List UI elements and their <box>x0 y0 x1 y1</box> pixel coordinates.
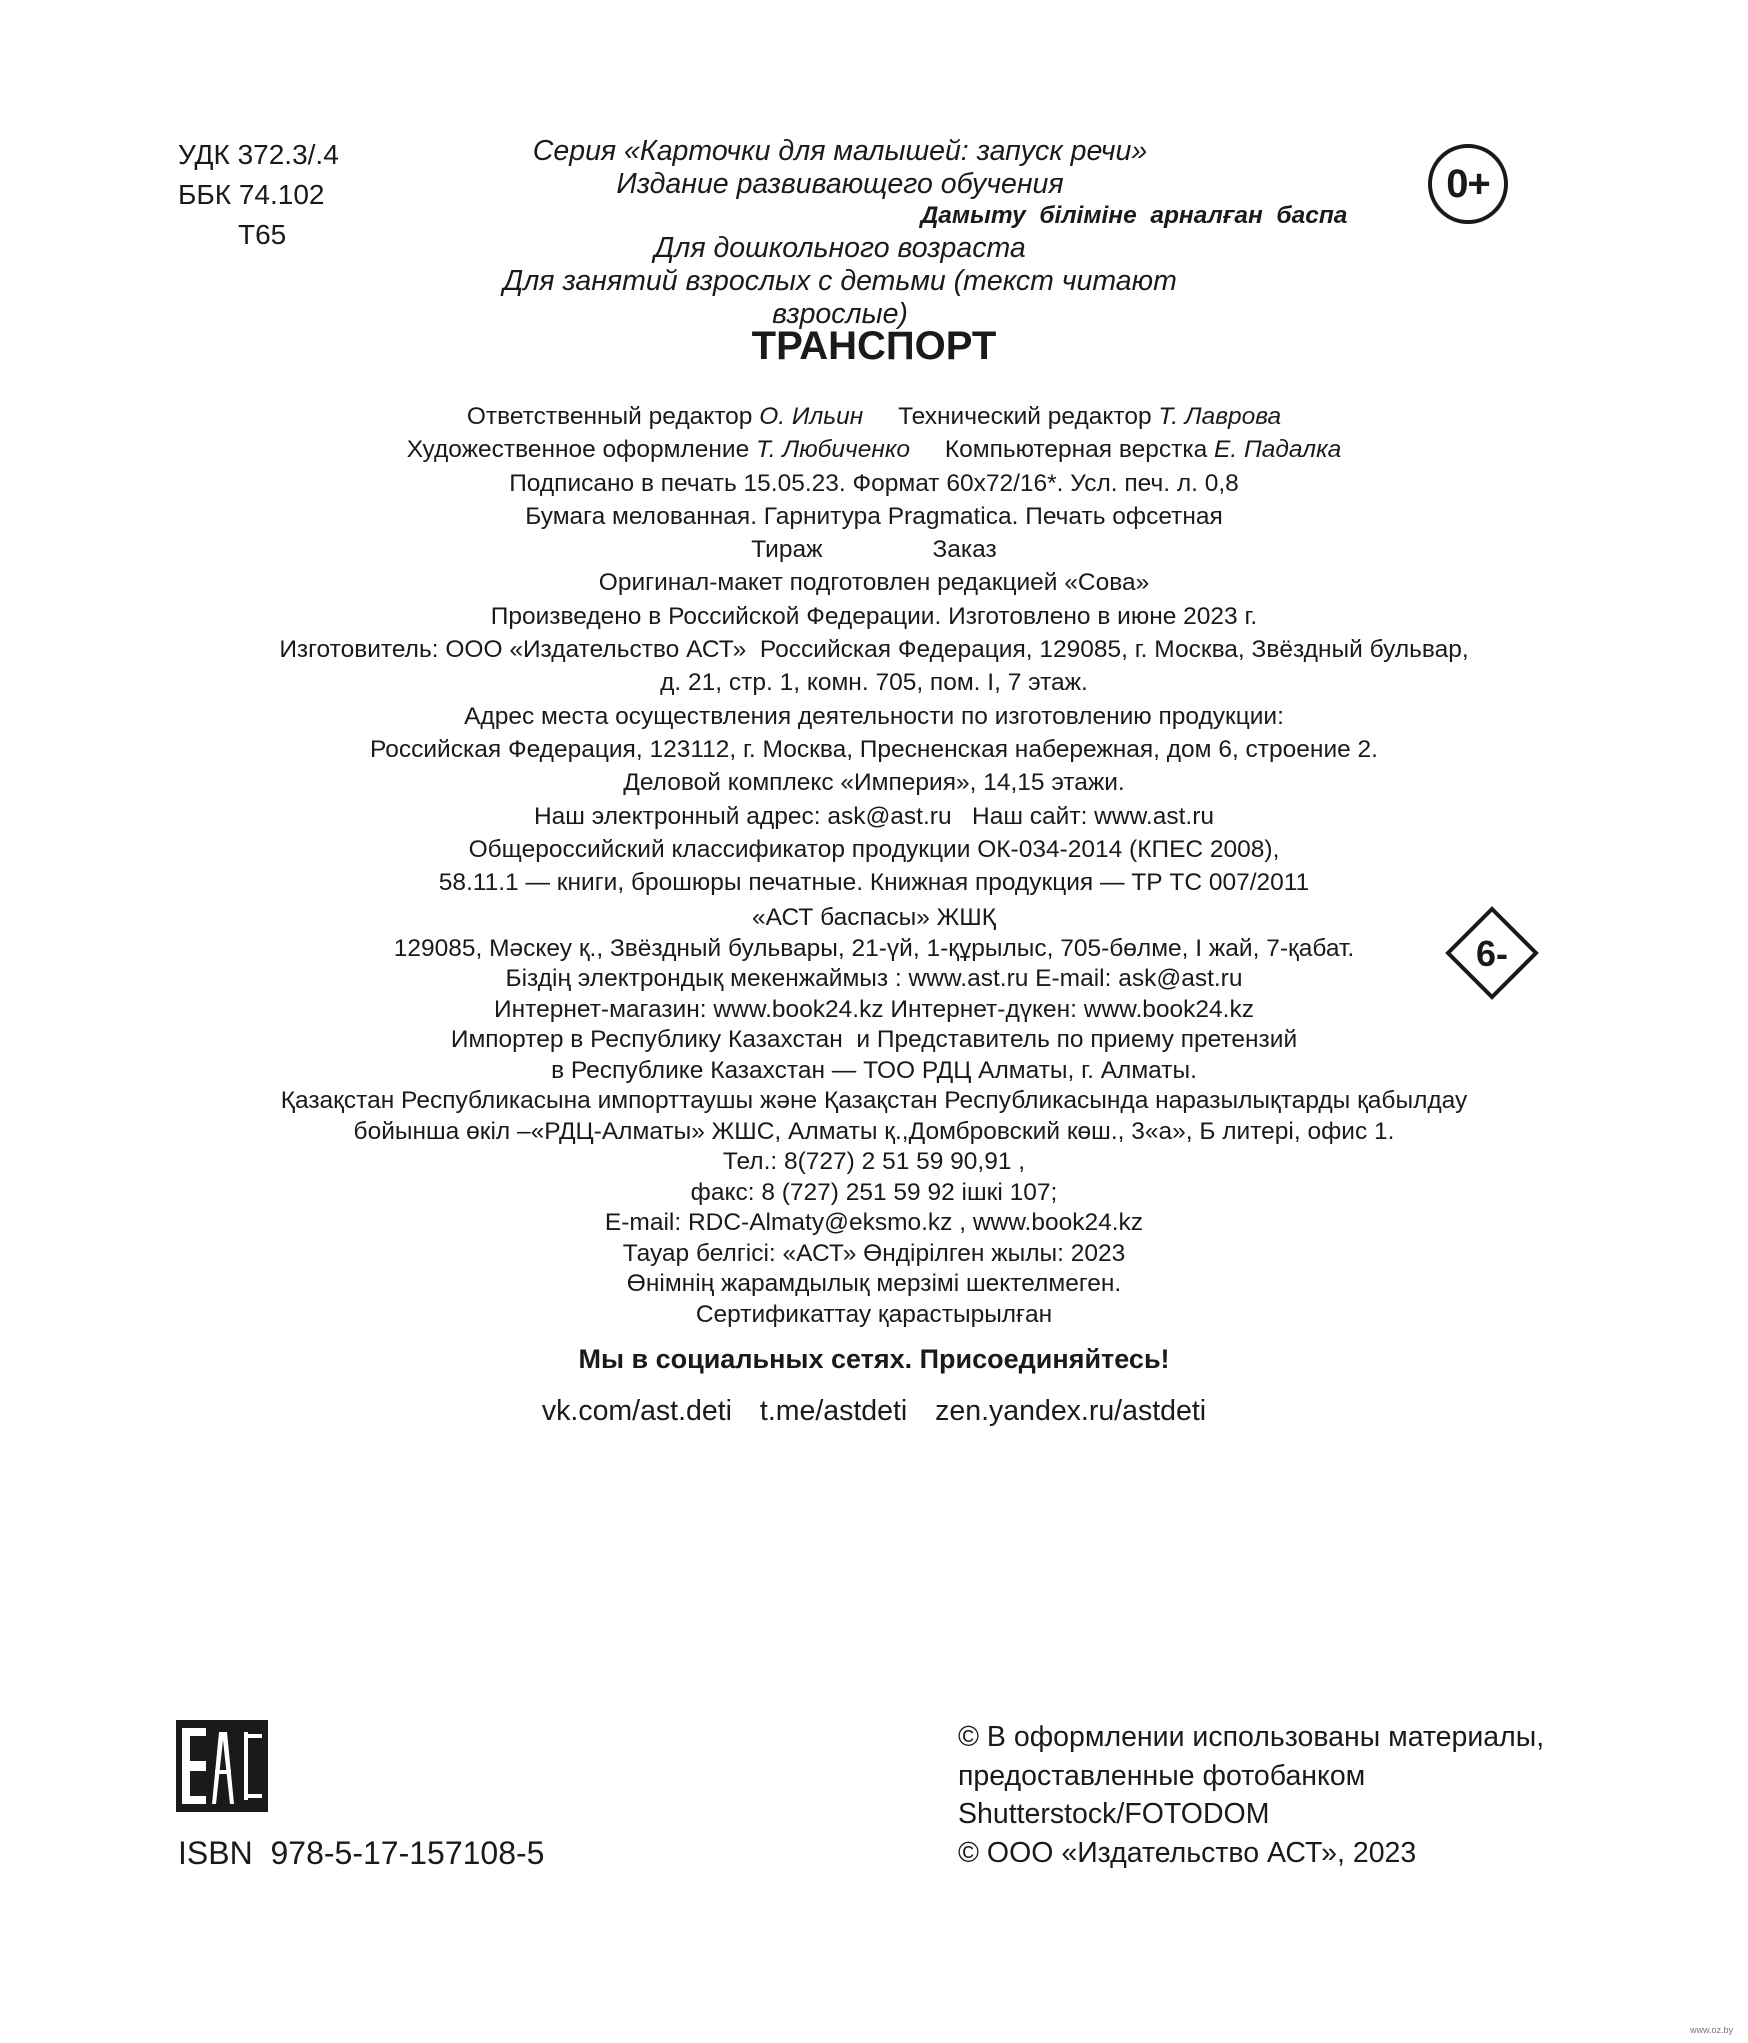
kz-line: 129085, Мәскеу қ., Звёздный бульвары, 21-үй, 1-құрылыс, 705-бөлме, I жай, 7-қабат. <box>393 934 1355 962</box>
address-line-2: Деловой комплекс «Империя», 14,15 этажи. <box>623 769 1125 797</box>
design-row <box>200 433 1548 466</box>
art-name: Т. Любиченко <box>756 436 911 464</box>
signed-line: Подписано в печать 15.05.23. Формат 60x72/16*. Усл. печ. л. 0,8 <box>509 469 1239 497</box>
telegram-link[interactable]: t.me/astdeti <box>759 1395 908 1427</box>
original-line: Оригинал-макет подготовлен редакцией «Сова» <box>598 569 1150 597</box>
edition-kz: Дамыту біліміне арналған баспа <box>920 202 1348 229</box>
social-heading: Мы в социальных сетях. Присоединяйтесь! <box>578 1344 1170 1374</box>
run-order-row <box>200 533 1548 566</box>
copyright-block <box>958 1718 1544 1872</box>
book-title: ТРАНСПОРТ <box>751 324 997 368</box>
series-block <box>440 135 1348 331</box>
series-name: Серия «Карточки для малышей: запуск речи» <box>532 135 1148 167</box>
age-rating-badge: 0+ <box>1428 144 1508 224</box>
manufacturer-line-1: Изготовитель: ООО «Издательство АСТ» Российская Федерация, 129085, г. Москва, Звёздный бульвар, <box>279 636 1469 664</box>
manufacturer-line-2: д. 21, стр. 1, комн. 705, пом. I, 7 этаж. <box>660 669 1088 697</box>
kz-line: факс: 8 (727) 251 59 92 ішкі 107; <box>690 1178 1058 1206</box>
kz-line: бойынша өкіл –«РДЦ-Алматы» ЖШС, Алматы қ.,Домбровский көш., 3«а», Б литері, офис 1. <box>353 1117 1395 1145</box>
kz-line: Қазақстан Республикасына импорттаушы және Қазақстан Республикасында наразылықтарды қабылдау <box>280 1087 1468 1114</box>
age-group: Для дошкольного возраста <box>654 231 1026 264</box>
isbn: ISBN 978-5-17-157108-5 <box>178 1835 545 1871</box>
kz-line: Біздің электрондық мекенжаймыз : www.ast.ru E-mail: ask@ast.ru <box>505 965 1243 992</box>
editors-row <box>200 400 1548 433</box>
layout-name: Е. Падалка <box>1214 436 1342 464</box>
copyright-line: Shutterstock/FOTODOM <box>958 1798 1270 1830</box>
okp-line-2: 58.11.1 — книги, брошюры печатные. Книжная продукция — ТР ТС 007/2011 <box>438 869 1310 897</box>
paper-line: Бумага мелованная. Гарнитура Pragmatica. Печать офсетная <box>525 502 1223 530</box>
chief-editor-name: О. Ильин <box>759 403 864 430</box>
contacts-line: Наш электронный адрес: ask@ast.ru Наш сайт: www.ast.ru <box>533 802 1214 830</box>
vk-link[interactable]: vk.com/ast.deti <box>541 1395 732 1427</box>
layout-label: Компьютерная верстка <box>944 436 1208 464</box>
tech-editor-name: Т. Лаврова <box>1158 403 1282 430</box>
copyright-line: © В оформлении использованы материалы, <box>958 1721 1545 1753</box>
produced-line: Произведено в Российской Федерации. Изготовлено в июне 2023 г. <box>490 602 1258 630</box>
copyright-line: предоставленные фотобанком <box>958 1759 1366 1792</box>
kz-line: Тауар белгісі: «АСТ» Өндірілген жылы: 2023 <box>622 1239 1126 1267</box>
bbk-code: ББК 74.102 <box>178 179 325 210</box>
chief-editor-label: Ответственный редактор <box>466 403 753 430</box>
kz-line: Импортер в Республику Казахстан и Представитель по приему претензий <box>450 1026 1298 1053</box>
copyright-line: © ООО «Издательство АСТ», 2023 <box>958 1836 1417 1869</box>
kz-line: Өнімнің жарамдылық мерзімі шектелмеген. <box>626 1270 1122 1297</box>
classification-codes <box>178 135 339 255</box>
run-label: Тираж <box>751 536 823 564</box>
kazakh-importer-block <box>180 903 1568 1330</box>
address-line-1: Российская Федерация, 123112, г. Москва, Пресненская набережная, дом 6, строение 2. <box>369 735 1378 763</box>
eac-mark-icon <box>176 1720 268 1812</box>
address-label: Адрес места осуществления деятельности по изготовлению продукции: <box>464 702 1284 730</box>
okp-line-1: Общероссийский классификатор продукции ОК-034-2014 (КПЕС 2008), <box>468 835 1280 863</box>
usage-note: Для занятий взрослых с детьми (текст читают взрослые) <box>503 264 1177 330</box>
author-mark: Т65 <box>238 219 287 250</box>
tech-editor-label: Технический редактор <box>898 403 1152 430</box>
udk-code: УДК 372.3/.4 <box>178 139 339 170</box>
kz-line: E-mail: RDC-Almaty@eksmo.kz , www.book24.kz <box>604 1209 1144 1236</box>
kz-line: «АСТ баспасы» ЖШҚ <box>752 904 996 931</box>
kz-line: в Республике Казахстан — ТОО РДЦ Алматы, г. Алматы. <box>551 1056 1197 1084</box>
order-label: Заказ <box>932 536 997 564</box>
kz-line: Интернет-магазин: www.book24.kz Интернет-дүкен: www.book24.kz <box>494 995 1254 1023</box>
watermark: www.oz.by <box>1690 2025 1734 2035</box>
age-rating-diamond <box>1445 906 1539 1000</box>
edition-ru: Издание развивающего обучения <box>616 168 1064 200</box>
age-rating-diamond-text: 6- <box>1475 933 1509 974</box>
kz-line: Сертификаттау қарастырылған <box>695 1300 1053 1328</box>
imprint-credits <box>200 400 1548 899</box>
social-links <box>0 1393 1748 1429</box>
art-label: Художественное оформление <box>406 436 750 464</box>
kz-line: Тел.: 8(727) 2 51 59 90,91 , <box>722 1148 1026 1175</box>
zen-link[interactable]: zen.yandex.ru/astdeti <box>935 1395 1207 1427</box>
